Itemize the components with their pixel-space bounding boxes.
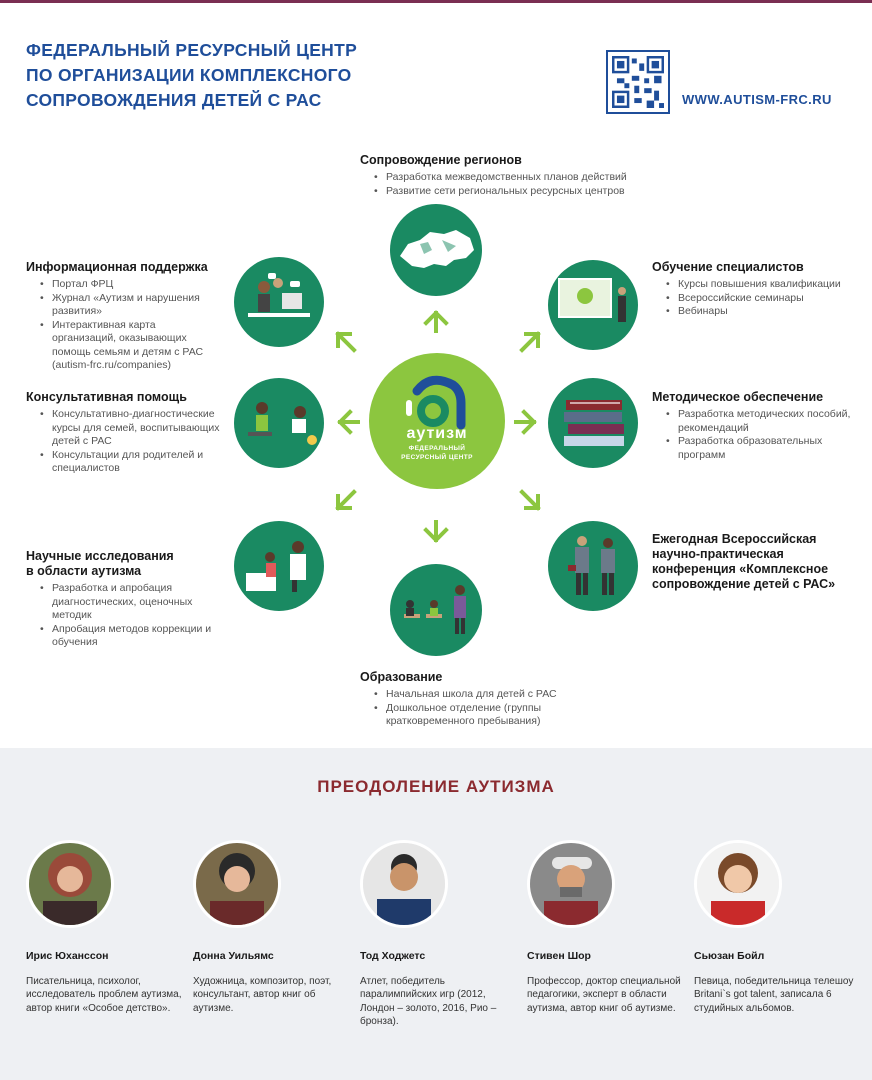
list-item: • Разработка образовательных программ [652, 435, 852, 462]
list-item: • Начальная школа для детей с РАС [360, 688, 590, 702]
block-education [360, 670, 590, 729]
block-title: Методическое обеспечение [652, 390, 824, 404]
person-name: Ирис Юханссон [26, 950, 109, 962]
arrow-right-icon [514, 408, 542, 436]
person-name: Сьюзан Бойл [694, 950, 765, 962]
list-item: • Журнал «Аутизм и нарушения развития» [26, 292, 216, 319]
block-title: Научные исследования в области аутизма [26, 549, 174, 578]
list-item: • Апробация методов коррекции и обучения [26, 623, 216, 650]
list-item: • Развитие сети региональных ресурсных центров [360, 185, 690, 199]
person-card [527, 840, 687, 1015]
list-item: • Разработка и апробация диагностических, оценочных методик [26, 582, 216, 623]
russia-map-icon [390, 204, 482, 296]
list-item: • Консультативно-диагностические курсы для семей, воспитывающих детей с РАС [26, 408, 232, 449]
block-method [652, 390, 852, 462]
list-item: • Всероссийские семинары [652, 292, 867, 306]
arrow-down-left-icon [332, 486, 360, 514]
block-training [652, 260, 867, 319]
block-title: Образование [360, 670, 443, 684]
arrow-up-right-icon [516, 328, 544, 356]
section-title: ПРЕОДОЛЕНИЕ АУТИЗМА [317, 777, 555, 796]
avatar [193, 840, 281, 928]
top-accent-line [0, 0, 872, 3]
conference-icon [548, 521, 638, 611]
qr-code-icon[interactable] [606, 50, 670, 114]
person-card [694, 840, 854, 1015]
research-icon [234, 521, 324, 611]
education-icon [390, 564, 482, 656]
arrow-left-icon [332, 408, 360, 436]
block-regions [360, 153, 690, 198]
person-name: Тод Ходжетс [360, 950, 426, 962]
block-consult [26, 390, 232, 476]
person-desc: Профессор, доктор специальной педагогики, эксперт в области аутизма, автор книг об аутизме. [527, 976, 681, 1014]
center-logo-circle [369, 353, 505, 489]
block-title: Информационная поддержка [26, 260, 208, 274]
list-item: • Вебинары [652, 305, 867, 319]
person-name: Стивен Шор [527, 950, 591, 962]
list-item: • Курсы повышения квалификации [652, 278, 867, 292]
block-title: Обучение специалистов [652, 260, 804, 274]
block-title: Консультативная помощь [26, 390, 187, 404]
person-card [26, 840, 186, 1015]
avatar [527, 840, 615, 928]
center-logo-subtitle: ФЕДЕРАЛЬНЫЙ РЕСУРСНЫЙ ЦЕНТР [401, 445, 473, 461]
website-link[interactable]: WWW.AUTISM-FRC.RU [682, 92, 832, 107]
block-title: Ежегодная Всероссийская научно-практическая конференция «Комплексное сопровождение детей с РАС» [652, 532, 836, 591]
list-item: • Консультации для родителей и специалистов [26, 449, 232, 476]
list-item: • Интерактивная карта организаций, оказывающих помощь семьям и детям с РАС (autism-frc.ru/companies) [26, 319, 216, 373]
person-card [360, 840, 520, 1029]
center-logo-text: аутизм [406, 425, 468, 442]
person-desc: Писательница, психолог, исследователь проблем аутизма, автор книги «Особое детство». [26, 976, 182, 1014]
arrow-down-icon [422, 520, 450, 548]
block-title: Сопровождение регионов [360, 153, 522, 167]
avatar [26, 840, 114, 928]
avatar [694, 840, 782, 928]
avatar [360, 840, 448, 928]
page-title: ФЕДЕРАЛЬНЫЙ РЕСУРСНЫЙ ЦЕНТР ПО ОРГАНИЗАЦИИ КОМПЛЕКСНОГО СОПРОВОЖДЕНИЯ ДЕТЕЙ С РАС [26, 40, 358, 110]
arrow-up-icon [422, 305, 450, 333]
list-item: • Разработка методических пособий, рекомендаций [652, 408, 852, 435]
person-desc: Певица, победительница телешоу Britani`s got talent, записала 6 студийных альбомов. [694, 976, 854, 1014]
autism-logo-icon [369, 353, 505, 489]
block-info-support [26, 260, 216, 373]
person-desc: Художница, композитор, поэт, консультант, автор книг об аутизме. [193, 976, 332, 1014]
list-item: • Дошкольное отделение (группы кратковременного пребывания) [360, 702, 590, 729]
consult-icon [234, 378, 324, 468]
person-card [193, 840, 353, 1015]
arrow-down-right-icon [516, 486, 544, 514]
person-name: Донна Уильямс [193, 950, 274, 962]
info-support-icon [234, 257, 324, 347]
list-item: • Портал ФРЦ [26, 278, 216, 292]
block-research [26, 549, 216, 650]
person-desc: Атлет, победитель паралимпийских игр (2012, Лондон – золото, 2016, Рио – бронза). [360, 976, 497, 1028]
block-conference [652, 532, 857, 595]
books-icon [548, 378, 638, 468]
list-item: • Разработка межведомственных планов действий [360, 171, 690, 185]
training-icon [548, 260, 638, 350]
arrow-up-left-icon [332, 328, 360, 356]
